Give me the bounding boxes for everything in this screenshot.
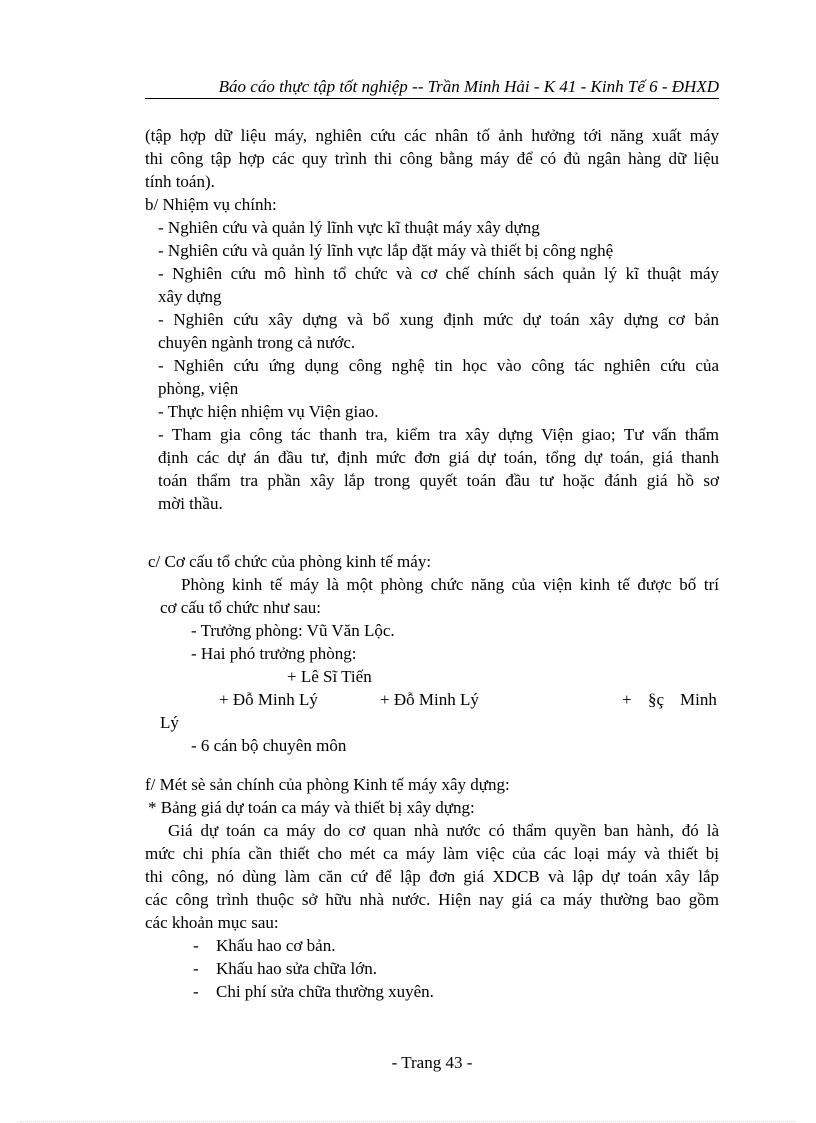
- section-f-heading: f/ Mét sè sản chính của phòng Kinh tế máy xây dựng:: [145, 775, 510, 794]
- deputy-name: + Đỗ Minh Lý: [380, 690, 479, 709]
- section-b-item: - Tham gia công tác thanh tra, kiểm tra xây dựng Viện giao; Tư vấn thẩm: [158, 425, 719, 444]
- section-b-item: - Nghiên cứu mô hình tổ chức và cơ chế chính sách quản lý kĩ thuật máy: [158, 264, 719, 283]
- section-f-paragraph: các công trình thuộc sở hữu nhà nước. Hiện nay giá ca máy thường bao gồm: [145, 890, 719, 909]
- section-c-paragraph: Phòng kinh tế máy là một phòng chức năng của viện kinh tế được bố trí: [181, 575, 719, 594]
- deputy-name: + Đỗ Minh Lý: [219, 690, 318, 709]
- deputy-name: §ç: [648, 690, 665, 709]
- list-item: Chi phí sửa chữa thường xuyên.: [216, 982, 434, 1001]
- section-f-paragraph: mức chi phía cần thiết cho mét ca máy làm việc của các loại máy và thiết bị: [145, 844, 719, 863]
- section-b-item: - Nghiên cứu xây dựng và bổ xung định mức dự toán xây dựng cơ bản: [158, 310, 719, 329]
- section-b-item: - Nghiên cứu và quản lý lĩnh vực kĩ thuật máy xây dựng: [158, 218, 540, 237]
- deputy-name-wrap: Lý: [160, 713, 179, 732]
- section-b-item: - Nghiên cứu và quản lý lĩnh vực lắp đặt máy và thiết bị công nghệ: [158, 241, 614, 260]
- deputies-label: - Hai phó trưởng phòng:: [191, 644, 357, 663]
- section-c-heading: c/ Cơ cấu tổ chức của phòng kinh tế máy:: [148, 552, 432, 571]
- list-bullet: -: [193, 982, 199, 1001]
- deputy-name: + Lê Sĩ Tiến: [287, 667, 372, 686]
- header-divider: [145, 98, 719, 99]
- section-b-item-cont: chuyên ngành trong cả nước.: [158, 333, 356, 352]
- section-b-item-cont: định các dự án đầu tư, định mức đơn giá dự toán, tổng dự toán, giá thanh: [158, 448, 719, 467]
- section-b-item: - Nghiên cứu ứng dụng công nghệ tin học vào công tác nghiên cứu của: [158, 356, 719, 375]
- section-b-item-cont: xây dựng: [158, 287, 222, 306]
- deputy-plus: +: [622, 690, 632, 709]
- page-header: Báo cáo thực tập tốt nghiệp -- Trần Minh Hải - K 41 - Kinh Tế 6 - ĐHXD: [218, 77, 719, 96]
- section-b-heading: b/ Nhiệm vụ chính:: [145, 195, 277, 214]
- section-b-item-cont: toán thẩm tra phần xây lắp trong quyết toán đầu tư hoặc đánh giá hồ sơ: [158, 471, 719, 490]
- section-b-item-cont: phòng, viện: [158, 379, 239, 398]
- section-b-item: - Thực hiện nhiệm vụ Viện giao.: [158, 402, 379, 421]
- intro-line-2: thi công tập hợp các quy trình thi công bằng máy để có đủ ngân hàng dữ liệu: [145, 149, 719, 168]
- section-b-item-cont: mời thầu.: [158, 494, 223, 513]
- section-f-paragraph: Giá dự toán ca máy do cơ quan nhà nước có thẩm quyền ban hành, đó là: [168, 821, 719, 840]
- page-bottom-border: [20, 1121, 796, 1122]
- section-f-paragraph: thi công, nó dùng làm căn cứ để lập đơn giá XDCB và lập dự toán xây lắp: [145, 867, 719, 886]
- list-bullet: -: [193, 959, 199, 978]
- section-f-paragraph: các khoản mục sau:: [145, 913, 279, 932]
- list-item: Khấu hao sửa chữa lớn.: [216, 959, 378, 978]
- page-number: - Trang 43 -: [391, 1053, 473, 1072]
- specialist-staff: - 6 cán bộ chuyên môn: [191, 736, 347, 755]
- list-item: Khấu hao cơ bản.: [216, 936, 336, 955]
- head-of-department: - Trưởng phòng: Vũ Văn Lộc.: [191, 621, 395, 640]
- section-f-subheading: * Bảng giá dự toán ca máy và thiết bị xây dựng:: [148, 798, 475, 817]
- intro-line-3: tính toán).: [145, 172, 215, 191]
- deputy-name: Minh: [680, 690, 717, 709]
- intro-line-1: (tập hợp dữ liệu máy, nghiên cứu các nhân tố ảnh hưởng tới năng xuất máy: [145, 126, 719, 145]
- list-bullet: -: [193, 936, 199, 955]
- section-c-paragraph-cont: cơ cấu tổ chức như sau:: [160, 598, 322, 617]
